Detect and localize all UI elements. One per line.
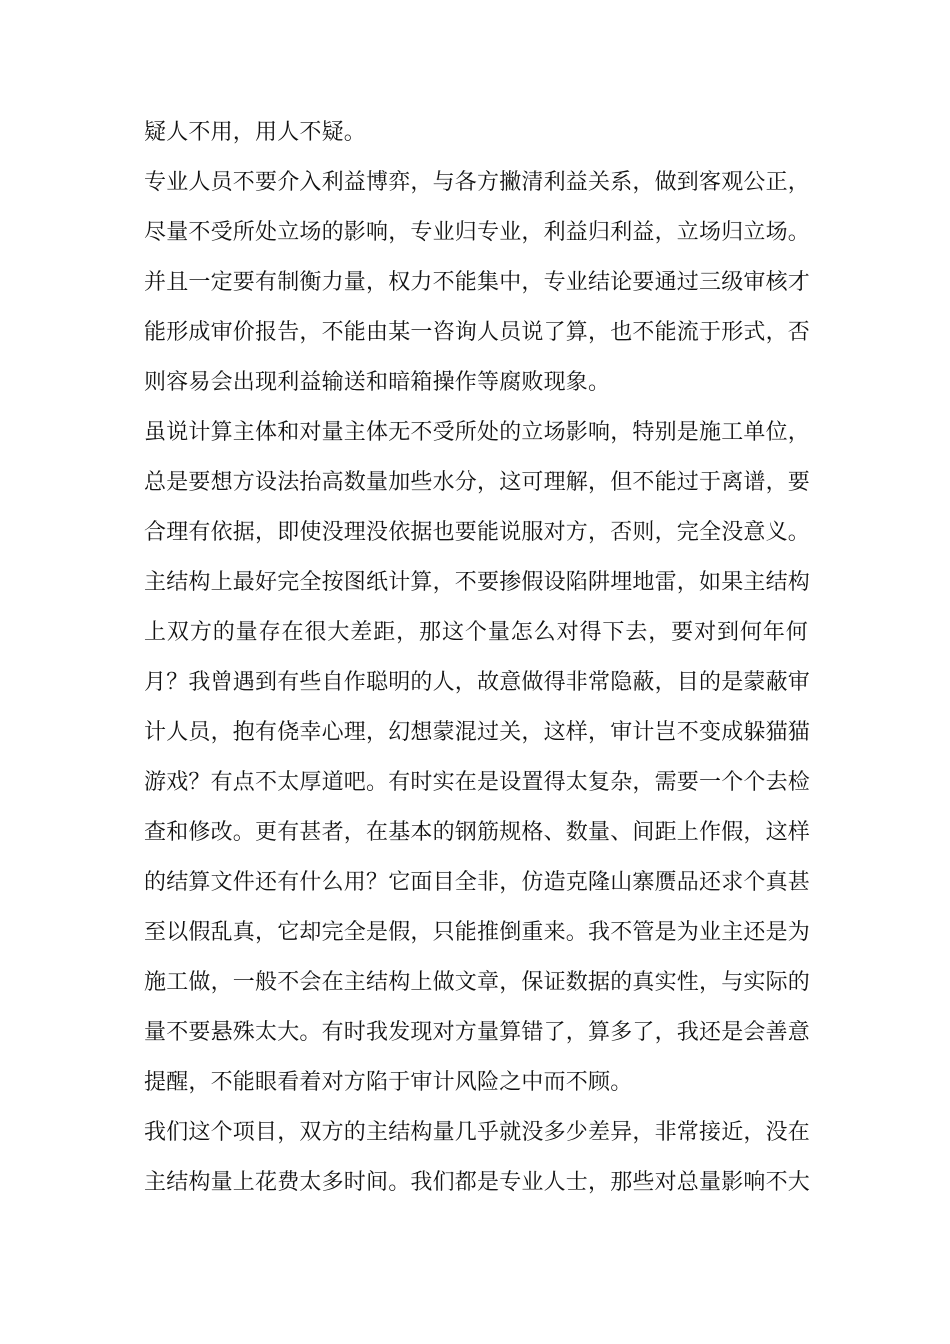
- text-line: 专业人员不要介入利益博弈，与各方撇清利益关系，做到客观公正，: [144, 170, 811, 195]
- text-line: 主结构量上花费太多时间。我们都是专业人士，那些对总量影响不大: [144, 1170, 811, 1195]
- text-line: 游戏？有点不太厚道吧。有时实在是设置得太复杂，需要一个个去检: [144, 770, 811, 795]
- text-line: 合理有依据，即使没理没依据也要能说服对方，否则，完全没意义。: [144, 520, 811, 545]
- text-line: 至以假乱真，它却完全是假，只能推倒重来。我不管是为业主还是为: [144, 920, 811, 945]
- text-line: 并且一定要有制衡力量，权力不能集中，专业结论要通过三级审核才: [144, 270, 811, 295]
- text-line: 总是要想方设法抬高数量加些水分，这可理解，但不能过于离谱，要: [144, 470, 811, 495]
- text-line: 疑人不用，用人不疑。: [144, 120, 367, 145]
- text-line: 虽说计算主体和对量主体无不受所处的立场影响，特别是施工单位，: [144, 420, 811, 445]
- text-line: 施工做，一般不会在主结构上做文章，保证数据的真实性，与实际的: [144, 970, 811, 995]
- text-line: 提醒，不能眼看着对方陷于审计风险之中而不顾。: [144, 1070, 633, 1095]
- body-text: [144, 108, 811, 1208]
- text-line: 尽量不受所处立场的影响，专业归专业，利益归利益，立场归立场。: [144, 220, 811, 245]
- text-line: 量不要悬殊太大。有时我发现对方量算错了，算多了，我还是会善意: [144, 1020, 811, 1045]
- text-line: 计人员，抱有侥幸心理，幻想蒙混过关，这样，审计岂不变成躲猫猫: [144, 720, 811, 745]
- text-line: 则容易会出现利益输送和暗箱操作等腐败现象。: [144, 370, 611, 395]
- text-line: 月？我曾遇到有些自作聪明的人，故意做得非常隐蔽，目的是蒙蔽审: [144, 670, 811, 695]
- text-line: 主结构上最好完全按图纸计算，不要掺假设陷阱埋地雷，如果主结构: [144, 570, 811, 595]
- text-line: 查和修改。更有甚者，在基本的钢筋规格、数量、间距上作假，这样: [144, 820, 811, 845]
- text-line: 能形成审价报告，不能由某一咨询人员说了算，也不能流于形式，否: [144, 320, 811, 345]
- text-line: 上双方的量存在很大差距，那这个量怎么对得下去，要对到何年何: [144, 620, 808, 645]
- text-line: 的结算文件还有什么用？它面目全非，仿造克隆山寨赝品还求个真甚: [144, 870, 811, 895]
- text-line: 我们这个项目，双方的主结构量几乎就没多少差异，非常接近，没在: [144, 1120, 811, 1145]
